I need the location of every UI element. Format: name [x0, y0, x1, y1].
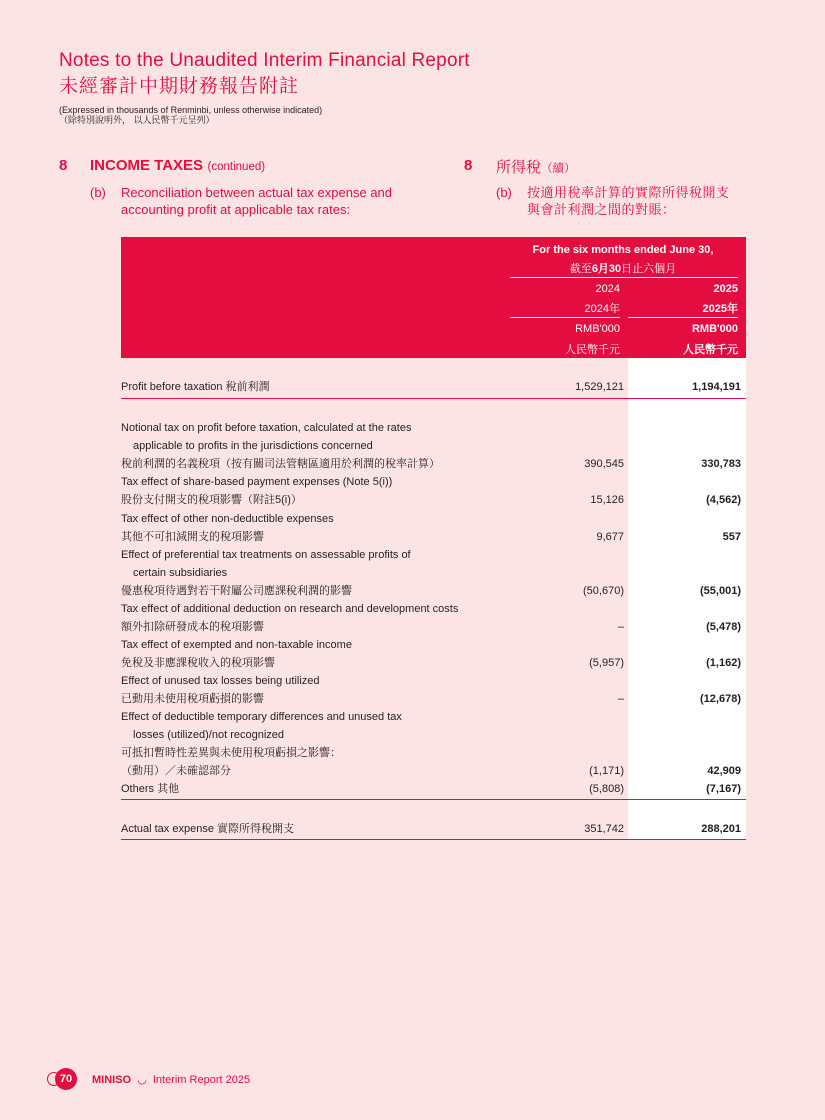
row-rnd-label1: Tax effect of additional deduction on research and development costs — [121, 603, 459, 615]
header-rule — [510, 277, 738, 278]
section-continued-zh: （續） — [541, 163, 576, 175]
row-nondeduct-2025: 557 — [722, 531, 741, 543]
section-continued-en: (continued) — [207, 161, 266, 173]
row-unused-2024: – — [617, 693, 624, 705]
row-temp-label4: （動用）／未確認部分 — [121, 765, 231, 777]
col-2025-unit-zh: 人民幣千元 — [683, 344, 738, 356]
row-notional-label3: 稅前利潤的名義稅項（按有關司法管轄區適用於利潤的稅率計算） — [121, 458, 440, 470]
row-temp-2025: 42,909 — [707, 765, 741, 777]
row-exempt-label1: Tax effect of exempted and non-taxable income — [121, 639, 352, 651]
row-pbt-2025: 1,194,191 — [692, 381, 741, 393]
page-title-zh: 未經審計中期財務報告附註 — [59, 76, 300, 97]
sub-label-en: (b) — [90, 185, 106, 200]
smile-icon: ◡ — [137, 1074, 147, 1086]
section-title-en: INCOME TAXES — [90, 157, 204, 174]
row-exempt-2024: (5,957) — [589, 657, 624, 669]
row-temp-label2: losses (utilized)/not recognized — [133, 729, 285, 741]
sub-title-zh — [527, 184, 730, 218]
row-share-2024: 15,126 — [590, 494, 624, 506]
period-zh-c: 日止六個月 — [621, 263, 677, 275]
row-others-2024: (5,808) — [589, 783, 624, 795]
row-actual-2025: 288,201 — [701, 823, 741, 835]
units-note-zh: （除特別說明外， 以人民幣千元呈列） — [59, 115, 215, 125]
sub-title-zh-line1: 按適用稅率計算的實際所得稅開支 — [527, 185, 730, 200]
col-2025-rule — [628, 317, 738, 318]
row-actual-label: Actual tax expense 實際所得稅開支 — [121, 823, 295, 835]
col-2025-unit-en: RMB'000 — [691, 323, 738, 335]
row-others-label: Others 其他 — [121, 783, 180, 795]
row-notional-2024: 390,545 — [584, 458, 624, 470]
row-actual-2024: 351,742 — [584, 823, 624, 835]
row-others-2025: (7,167) — [706, 783, 741, 795]
period-header-zh — [510, 260, 736, 276]
col-2024-rule — [510, 317, 620, 318]
period-header-en: For the six months ended June 30, — [532, 244, 714, 256]
row-pbt-label: Profit before taxation 稅前利潤 — [121, 381, 270, 393]
row-nondeduct-2024: 9,677 — [596, 531, 624, 543]
row-temp-label1: Effect of deductible temporary differences and unused tax — [121, 711, 402, 723]
col-2024-unit-en: RMB'000 — [575, 323, 620, 335]
table-header — [121, 237, 746, 358]
row-notional-2025: 330,783 — [701, 458, 741, 470]
sub-title-en-line1: Reconciliation between actual tax expense and — [121, 185, 393, 200]
units-note-en: (Expressed in thousands of Renminbi, unless otherwise indicated) — [59, 105, 323, 115]
row-nondeduct-label2: 其他不可扣減開支的稅項影響 — [121, 531, 264, 543]
page-number: 70 — [55, 1068, 77, 1090]
sub-title-zh-line2: 與會計利潤之間的對賬： — [527, 202, 676, 217]
period-zh-a: 截至 — [569, 263, 592, 275]
row-exempt-2025: (1,162) — [706, 657, 741, 669]
col-2024-year-en: 2024 — [595, 283, 620, 295]
section-heading-zh — [496, 156, 576, 177]
row-exempt-label2: 免稅及非應課稅收入的稅項影響 — [121, 657, 275, 669]
row-notional-label1: Notional tax on profit before taxation, calculated at the rates — [121, 422, 412, 434]
footer-brand: MINISO — [92, 1074, 132, 1086]
units-note — [59, 105, 322, 125]
col-2024-year-zh: 2024年 — [584, 303, 620, 315]
section-number-zh: 8 — [464, 157, 473, 174]
footer-brand-block — [92, 1073, 250, 1086]
section-heading-en — [90, 157, 265, 175]
period-zh-b: 6月30 — [591, 263, 622, 275]
row-rnd-2024: – — [617, 621, 624, 633]
row-share-label1: Tax effect of share-based payment expenses (Note 5(i)) — [121, 476, 393, 488]
row-pref-label3: 優惠稅項待遇對若干附屬公司應課稅利潤的影響 — [121, 585, 352, 597]
footer-report: Interim Report 2025 — [152, 1074, 251, 1086]
row-temp-2024: (1,171) — [589, 765, 624, 777]
sub-title-en — [121, 184, 392, 218]
row-pref-2024: (50,670) — [583, 585, 624, 597]
page-title-en: Notes to the Unaudited Interim Financial Report — [59, 50, 470, 71]
rule-after-others — [121, 799, 746, 800]
row-share-2025: (4,562) — [706, 494, 741, 506]
row-pref-2025: (55,001) — [700, 585, 741, 597]
row-temp-label3: 可抵扣暫時性差異與未使用稅項虧損之影響： — [121, 747, 341, 759]
row-rnd-label2: 額外扣除研發成本的稅項影響 — [121, 621, 264, 633]
sub-label-zh: (b) — [496, 185, 512, 200]
row-unused-label1: Effect of unused tax losses being utilized — [121, 675, 320, 687]
row-pbt-2024: 1,529,121 — [575, 381, 624, 393]
row-unused-label2: 已動用未使用稅項虧損的影響 — [121, 693, 264, 705]
row-rnd-2025: (5,478) — [706, 621, 741, 633]
col-2024-unit-zh: 人民幣千元 — [565, 344, 620, 356]
row-share-label2: 股份支付開支的稅項影響（附註5(i)） — [121, 494, 302, 506]
row-nondeduct-label1: Tax effect of other non-deductible expenses — [121, 513, 334, 525]
row-pref-label1: Effect of preferential tax treatments on assessable profits of — [121, 549, 411, 561]
col-2025-year-zh: 2025年 — [702, 303, 738, 315]
section-title-zh: 所得稅 — [496, 159, 542, 176]
col-2025-year-en: 2025 — [713, 283, 738, 295]
row-unused-2025: (12,678) — [700, 693, 741, 705]
sub-title-en-line2: accounting profit at applicable tax rates: — [121, 202, 351, 217]
rule-after-actual — [121, 839, 746, 840]
rule-after-pbt — [121, 398, 746, 399]
row-pref-label2: certain subsidiaries — [133, 567, 228, 579]
section-number-en: 8 — [59, 157, 68, 174]
row-notional-label2: applicable to profits in the jurisdictions concerned — [133, 440, 373, 452]
